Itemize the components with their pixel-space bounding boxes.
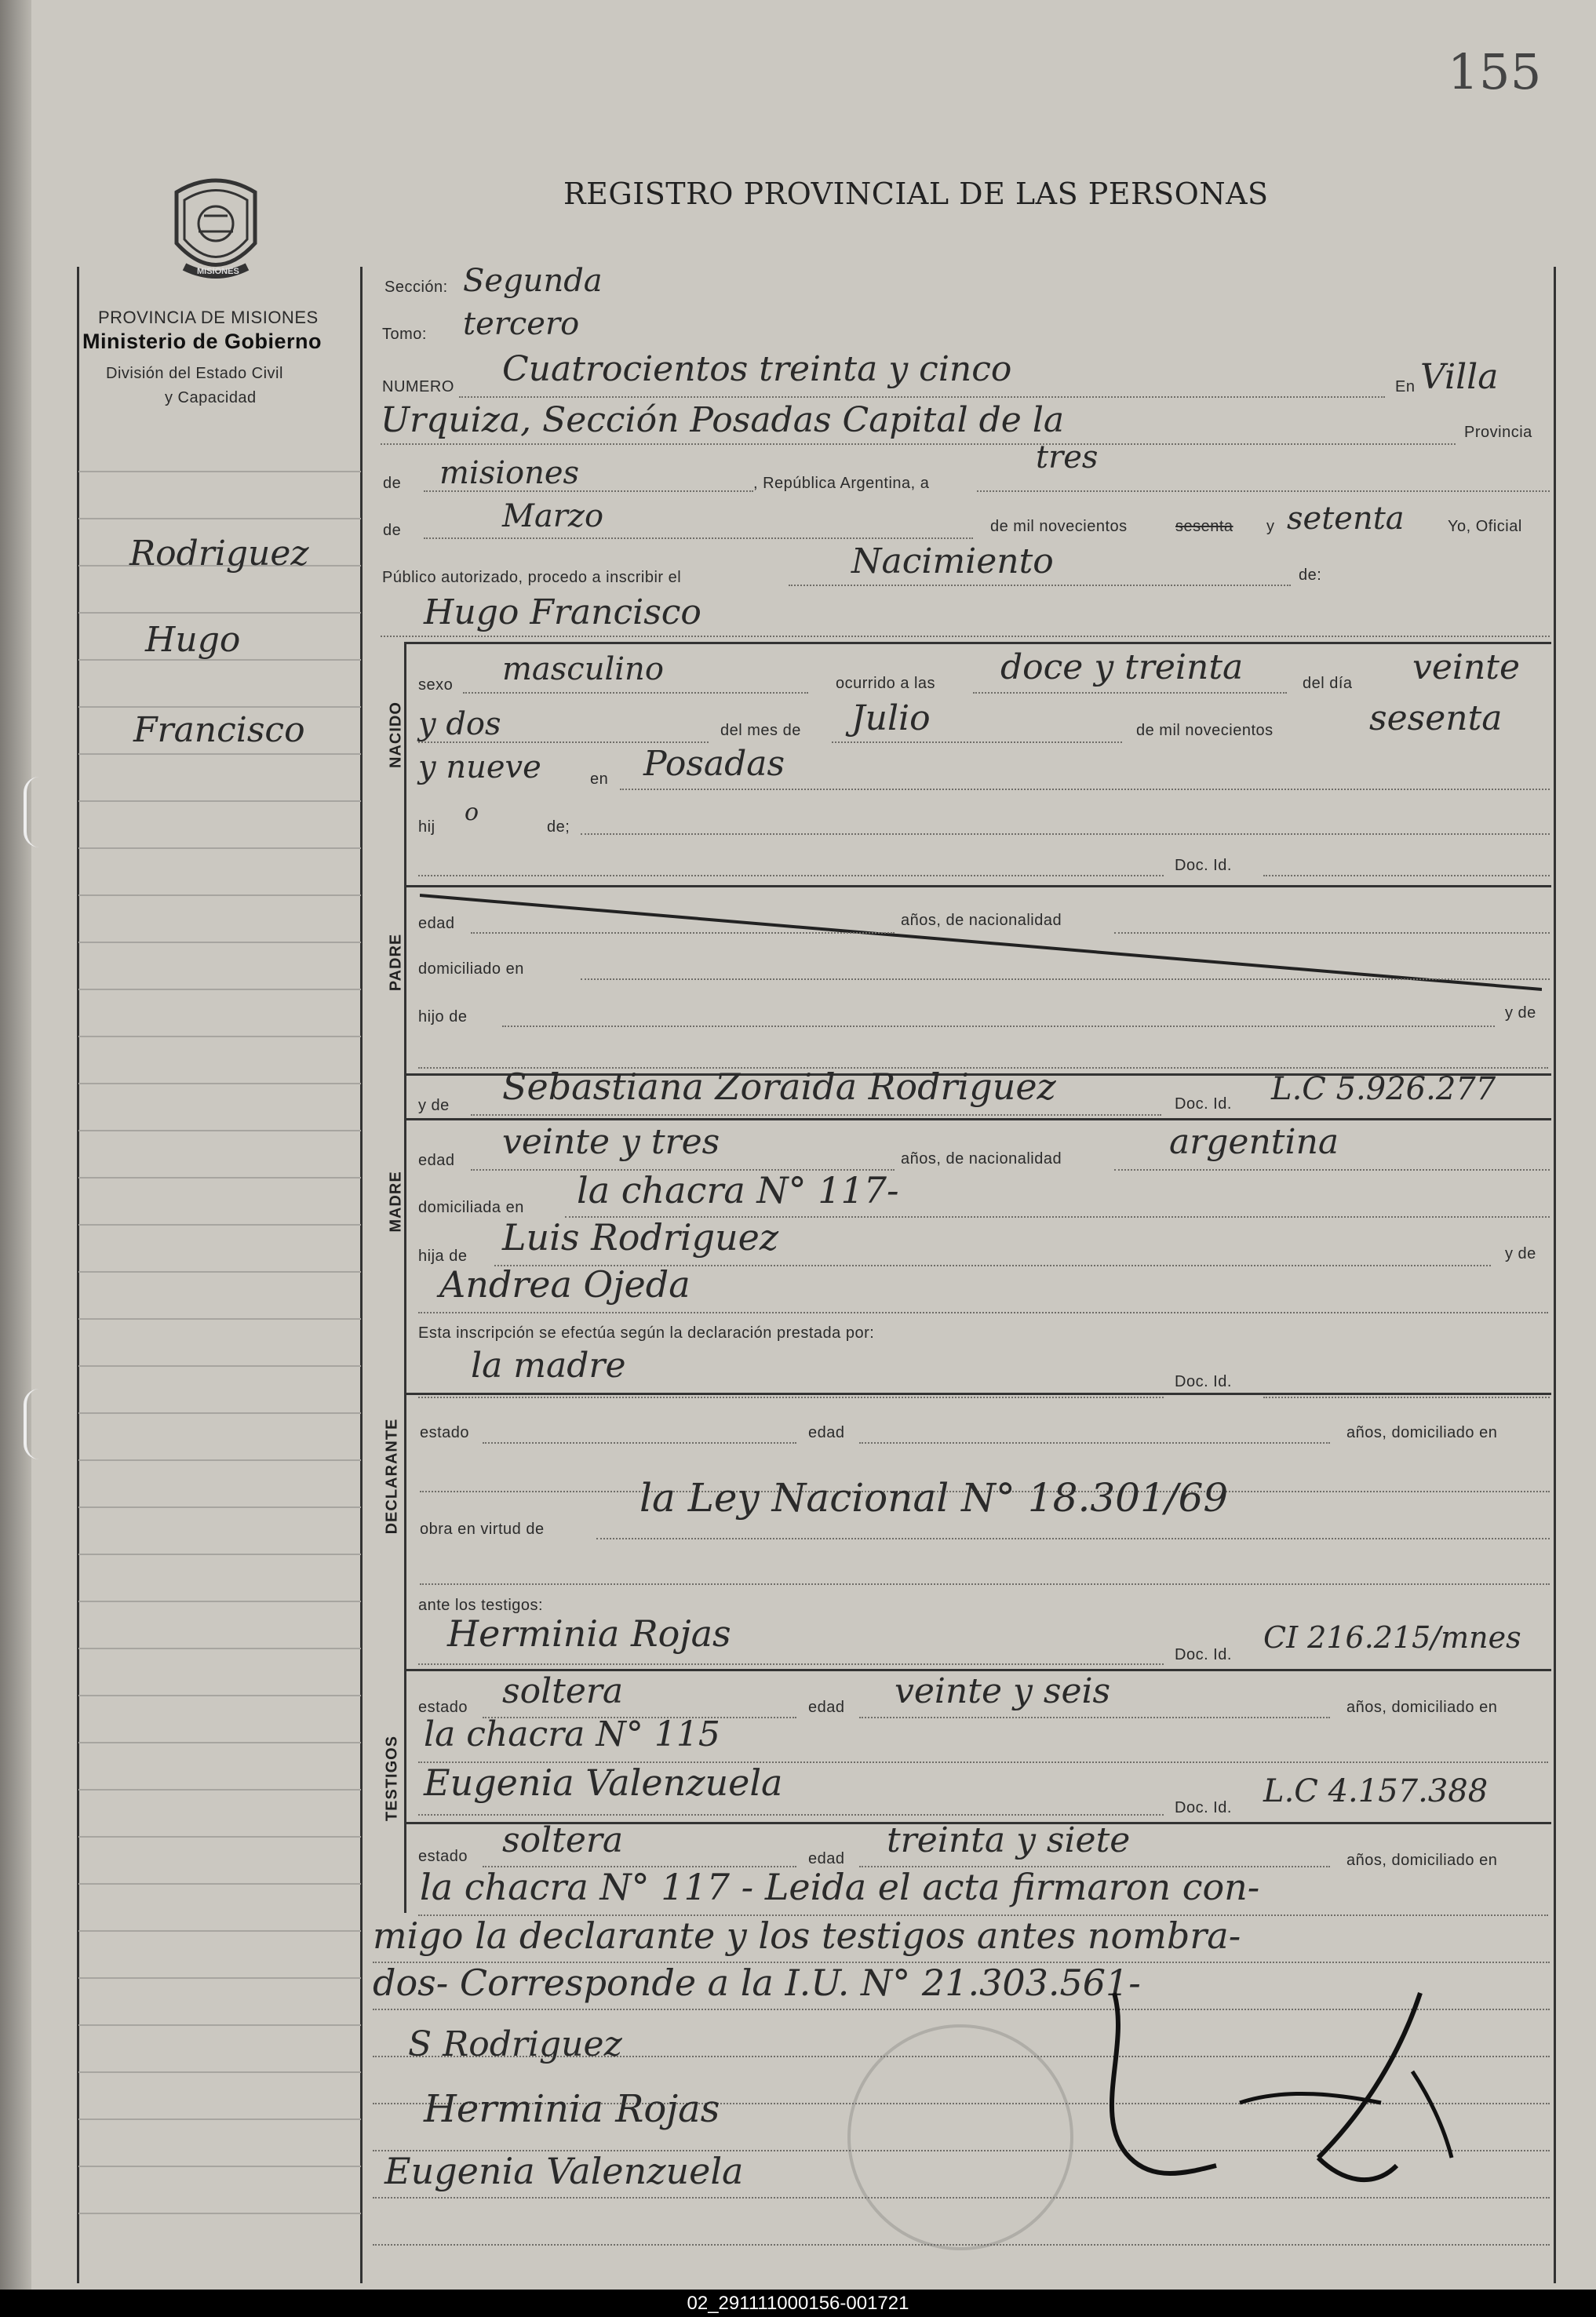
nacido-doc-line: [1263, 875, 1550, 876]
publico-label: Público autorizado, procedo a inscribir el: [382, 569, 682, 586]
closing-line-2: migo la declarante y los testigos antes nombra-: [373, 1914, 1241, 1957]
madre-nac-line: [1114, 1169, 1550, 1171]
hijo-line: [581, 833, 1550, 835]
declarante-label: DECLARANTE: [383, 1418, 401, 1535]
dia-value: veinte: [1412, 647, 1521, 687]
en-line: [620, 789, 1550, 790]
padre-domicilio-label: domiciliado en: [418, 960, 524, 978]
nacido-en-label: en: [590, 771, 609, 788]
name-line: [381, 636, 1550, 637]
t2-estado-value: soltera: [502, 1820, 624, 1860]
t2-doc-label: Doc. Id.: [1175, 1799, 1232, 1816]
declarante-doc-line: [1263, 1397, 1550, 1398]
mil-label: de mil novecientos: [1136, 722, 1274, 739]
republica-label: , República Argentina, a: [753, 475, 930, 492]
nacido-doc-label: Doc. Id.: [1175, 857, 1232, 874]
declarante-estado-label: estado: [420, 1424, 470, 1441]
t1-doc-label: Doc. Id.: [1175, 1646, 1232, 1663]
t2-anos-label: años, domiciliado en: [1346, 1852, 1498, 1869]
numero-value: Cuatrocientos treinta y cinco: [502, 349, 1012, 389]
t1-estado-label: estado: [418, 1699, 468, 1716]
sexo-line: [463, 692, 808, 694]
place-line: [381, 443, 1456, 445]
obra-label: obra en virtud de: [420, 1521, 545, 1538]
act-line: [789, 585, 1291, 586]
sexo-label: sexo: [418, 676, 454, 694]
declarante-estado-line: [483, 1442, 796, 1444]
declarante-extra-line: [420, 1583, 1550, 1585]
official-signature: [1083, 1977, 1522, 2201]
obra-value: la Ley Nacional N° 18.301/69: [639, 1475, 1229, 1521]
year-value: setenta: [1287, 501, 1405, 537]
year-y: y: [1266, 518, 1275, 535]
tomo-label: Tomo:: [382, 326, 427, 343]
madre-nac-value: argentina: [1169, 1122, 1339, 1162]
year-label: de mil novecientos: [990, 518, 1128, 535]
t2-edad-label: edad: [808, 1850, 845, 1867]
madre-edad-value: veinte y tres: [502, 1122, 720, 1162]
declarante-anos-label: años, domiciliado en: [1346, 1424, 1498, 1441]
de-label-1: de: [383, 475, 402, 492]
binding-string-bottom: [24, 1389, 58, 1459]
en-label: En: [1395, 378, 1416, 395]
declarante-top-rule: [404, 1393, 1551, 1395]
office-province: PROVINCIA DE MISIONES: [98, 308, 319, 327]
month-line: [424, 537, 973, 539]
faint-stamp: [847, 2024, 1073, 2250]
declarante-edad-label: edad: [808, 1424, 845, 1441]
padre-hijo-line: [502, 1026, 1495, 1027]
signature-valenzuela: Eugenia Valenzuela: [384, 2150, 744, 2192]
madre-name-line: [471, 1114, 1161, 1116]
hijo-suffix: o: [465, 799, 479, 826]
seccion-value: Segunda: [463, 263, 603, 299]
madre-anos-label: años, de nacionalidad: [901, 1150, 1062, 1168]
padre-anos-label: años, de nacionalidad: [901, 912, 1062, 929]
de-colon-label: de:: [1299, 566, 1322, 584]
en-value: Villa: [1420, 357, 1499, 397]
tomo-value: tercero: [463, 306, 580, 342]
t2-doc-value: L.C 4.157.388: [1263, 1773, 1489, 1809]
year-value-1: sesenta: [1369, 698, 1503, 738]
t1-edad-value: veinte y seis: [895, 1671, 1111, 1711]
t1-anos-label: años, domiciliado en: [1346, 1699, 1498, 1716]
office-capacity: y Capacidad: [165, 389, 257, 406]
page-frame-right: [1554, 267, 1556, 2283]
ante-testigos-label: ante los testigos:: [418, 1597, 544, 1614]
dia-value-2: y dos: [418, 706, 501, 742]
registry-title: REGISTRO PROVINCIAL DE LAS PERSONAS: [563, 177, 1269, 211]
provincia-label: Provincia: [1464, 424, 1532, 441]
madre-father-value: Luis Rodriguez: [502, 1216, 779, 1259]
numero-line: [459, 396, 1385, 398]
padre-edad-label: edad: [418, 915, 455, 932]
act-value: Nacimiento: [851, 541, 1054, 581]
hijo-line-2: [418, 875, 1164, 876]
day-value: tres: [1036, 439, 1099, 475]
margin-surname: Rodriguez: [129, 534, 309, 574]
madre-domicilio-label: domiciliada en: [418, 1199, 524, 1216]
dia-line: [418, 741, 709, 743]
obra-line: [596, 1538, 1550, 1539]
madre-label: MADRE: [387, 1171, 405, 1233]
madre-y-de-label: y de: [418, 1097, 450, 1114]
nacido-label: NACIDO: [387, 701, 405, 768]
margin-middlename: Francisco: [133, 710, 305, 750]
yo-oficial-label: Yo, Oficial: [1448, 518, 1522, 535]
madre-doc-label: Doc. Id.: [1175, 1095, 1232, 1113]
t2-name: Eugenia Valenzuela: [424, 1761, 783, 1804]
ocurrido-label: ocurrido a las: [836, 675, 936, 692]
declarante-edad-line: [859, 1442, 1330, 1444]
numero-label: NUMERO: [382, 378, 454, 395]
hijo-de-label: de;: [547, 818, 570, 836]
del-mes-label: del mes de: [720, 722, 801, 739]
t2-estado-label: estado: [418, 1848, 468, 1865]
year-struck: sesenta: [1175, 518, 1233, 535]
month-value: Marzo: [502, 498, 604, 534]
padre-y-de-label: y de: [1505, 1004, 1536, 1022]
place-value: Urquiza, Sección Posadas Capital de la: [381, 400, 1065, 440]
signature-rodriguez: S Rodriguez: [408, 2024, 622, 2064]
del-dia-label: del día: [1303, 675, 1353, 692]
padre-cancel-stroke: [420, 891, 1542, 997]
day-line: [977, 490, 1550, 492]
padre-domicilio-line: [581, 978, 1550, 980]
declarante-value: la madre: [471, 1346, 626, 1386]
padre-nac-line: [1114, 932, 1550, 934]
padre-label: PADRE: [387, 933, 405, 992]
madre-mother-value: Andrea Ojeda: [439, 1263, 691, 1306]
padre-edad-line: [471, 932, 895, 934]
margin-firstname: Hugo: [145, 620, 241, 660]
image-id-footer: 02_291111000156-001721: [0, 2290, 1596, 2317]
province-seal: [161, 169, 271, 286]
testigos-label: TESTIGOS: [383, 1735, 401, 1822]
office-division: División del Estado Civil: [106, 365, 283, 382]
madre-domicilio-value: la chacra N° 117-: [577, 1169, 899, 1211]
nacido-en-value: Posadas: [643, 744, 785, 784]
madre-name: Sebastiana Zoraida Rodriguez: [502, 1066, 1056, 1108]
hijo-label: hij: [418, 818, 435, 836]
madre-frame-rule: [404, 1118, 1551, 1120]
declarante-intro: Esta inscripción se efectúa según la declaración prestada por:: [418, 1324, 875, 1342]
t1-edad-label: edad: [808, 1699, 845, 1716]
time-line: [973, 692, 1287, 694]
madre-hija-label: hija de: [418, 1248, 468, 1265]
seal-text: MISIONES: [197, 267, 239, 276]
closing-line-1: la chacra N° 117 - Leida el acta firmaron con-: [420, 1866, 1260, 1908]
mes-line: [832, 741, 1122, 743]
signature-rojas: Herminia Rojas: [424, 2087, 720, 2131]
t1-doc-value: CI 216.215/mnes: [1263, 1620, 1521, 1655]
t1-estado-value: soltera: [502, 1671, 624, 1711]
t1-name-line: [418, 1663, 1164, 1665]
t2-name-line: [418, 1814, 1164, 1816]
office-ministry: Ministerio de Gobierno: [82, 330, 322, 353]
madre-y-de2-label: y de: [1505, 1245, 1536, 1262]
declarante-line: [418, 1397, 1164, 1398]
de-label-2: de: [383, 522, 402, 539]
mes-value: Julio: [851, 698, 931, 738]
binding-string-top: [24, 777, 58, 847]
madre-doc-value: L.C 5.926.277: [1271, 1071, 1496, 1107]
t1-domicilio: la chacra N° 115: [424, 1714, 720, 1754]
province-value: misiones: [439, 455, 580, 491]
margin-frame-left: [77, 267, 79, 2283]
year-value-2: y nueve: [418, 749, 541, 785]
t2-edad-value: treinta y siete: [887, 1820, 1131, 1860]
madre-edad-label: edad: [418, 1152, 455, 1169]
madre-mother-line: [418, 1312, 1548, 1313]
sections-frame: [404, 642, 406, 1913]
t1-edad-line: [859, 1717, 1330, 1718]
province-line: [424, 490, 753, 492]
closing-line-3: dos- Corresponde a la I.U. N° 21.303.561-: [373, 1962, 1141, 2004]
name-value: Hugo Francisco: [424, 592, 701, 632]
seccion-label: Sección:: [384, 279, 448, 296]
margin-frame-right: [360, 267, 363, 2283]
nacido-top-rule: [404, 642, 1551, 644]
t1-name: Herminia Rojas: [447, 1612, 731, 1655]
padre-top-rule: [404, 885, 1551, 887]
page-number: 155: [1448, 43, 1542, 100]
padre-hijo-label: hijo de: [418, 1008, 468, 1026]
declarante-doc-label: Doc. Id.: [1175, 1373, 1232, 1390]
time-value: doce y treinta: [1000, 647, 1244, 687]
sexo-value: masculino: [502, 651, 664, 687]
